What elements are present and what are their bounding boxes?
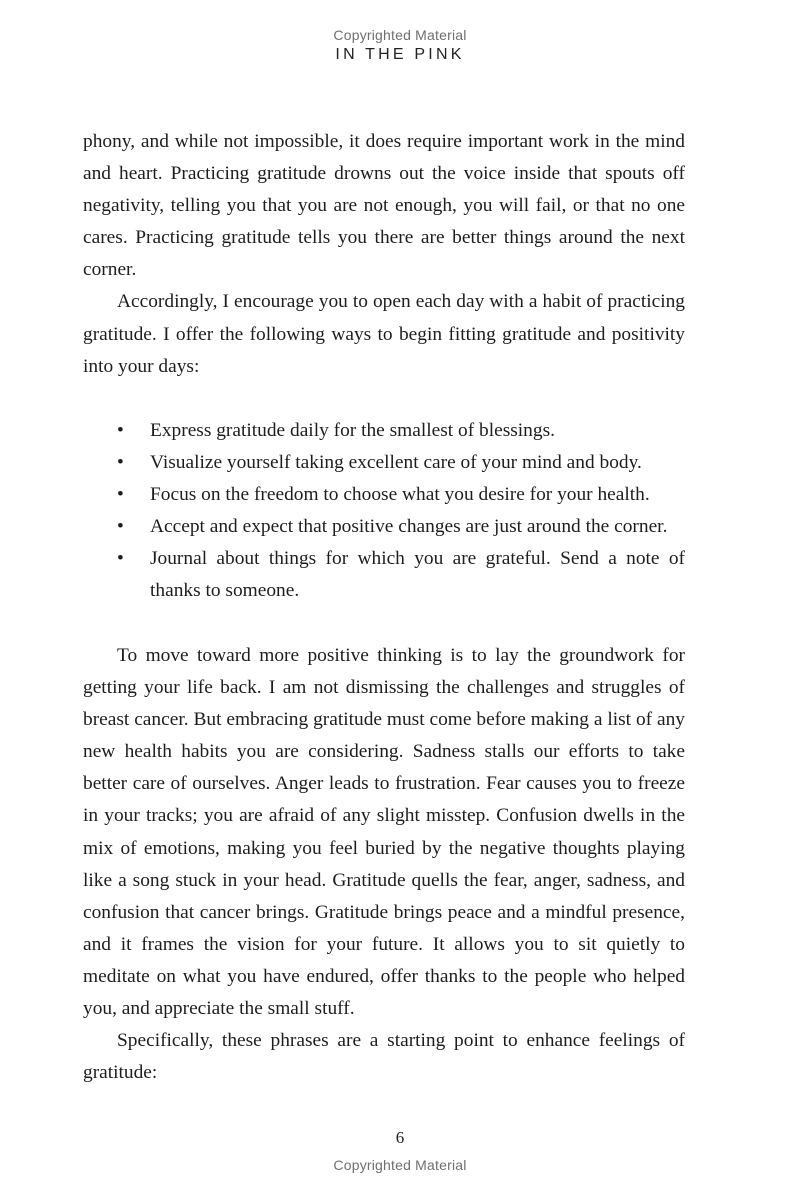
copyright-watermark-bottom: Copyrighted Material (333, 1157, 467, 1173)
copyright-watermark-top: Copyrighted Material (333, 27, 467, 43)
list-item (83, 511, 685, 543)
paragraph: To move toward more positive thinking is to lay the groundwork for getting your life back. I am not dismissing the challenges and struggles of breast cancer. But embracing gratitude must come before making a list of any new health habits you are considering. Sadness stalls our efforts to take better care of ourselves. Anger leads to frustration. Fear causes you to freeze in your tracks; you are afraid of any slight misstep. Confusion dwells in the mix of emotions, making you feel buried by the negative thoughts playing like a song stuck in your head. Gratitude quells the fear, anger, sadness, and confusion that cancer brings. Gratitude brings peace and a mindful presence, and it frames the vision for your future. It allows you to sit quietly to meditate on what you have endured, offer thanks to the people who helped you, and appreciate the small stuff. (83, 645, 685, 1020)
paragraph: Accordingly, I encourage you to open each day with a habit of practicing gratitude. I offer the following ways to begin fitting gratitude and positivity into your days: (83, 291, 685, 377)
paragraph: phony, and while not impossible, it does require important work in the mind and heart. Practicing gratitude drowns out the voice inside that spouts off negativity, telling you that you are not enough, you will fail, or that no one cares. Practicing gratitude tells you there are better things around the next corner. (83, 131, 685, 281)
bullet-marker: • (117, 420, 124, 441)
running-head: IN THE PINK (335, 46, 465, 63)
list-item-text: Visualize yourself taking excellent care of your mind and body. (150, 452, 642, 474)
list-item (83, 479, 685, 511)
list-item-text: Journal about things for which you are grateful. Send a note of thanks to someone. (150, 548, 685, 602)
body-text-top (83, 126, 685, 383)
gratitude-bullet-list (83, 415, 685, 608)
list-item (83, 543, 685, 607)
paragraph: Specifically, these phrases are a starting point to enhance feelings of gratitude: (83, 1030, 685, 1084)
bullet-marker: • (117, 484, 124, 506)
list-item-text: Express gratitude daily for the smallest of blessings. (150, 420, 555, 441)
list-item-text: Accept and expect that positive changes are just around the corner. (150, 516, 668, 538)
list-item (83, 447, 685, 479)
bullet-marker: • (117, 452, 124, 474)
list-item (83, 415, 685, 447)
body-text-bottom (83, 640, 685, 1089)
list-item-text: Focus on the freedom to choose what you desire for your health. (150, 484, 650, 506)
bullet-marker: • (117, 548, 124, 570)
bullet-marker: • (117, 516, 124, 538)
page-number: 6 (395, 1128, 405, 1147)
